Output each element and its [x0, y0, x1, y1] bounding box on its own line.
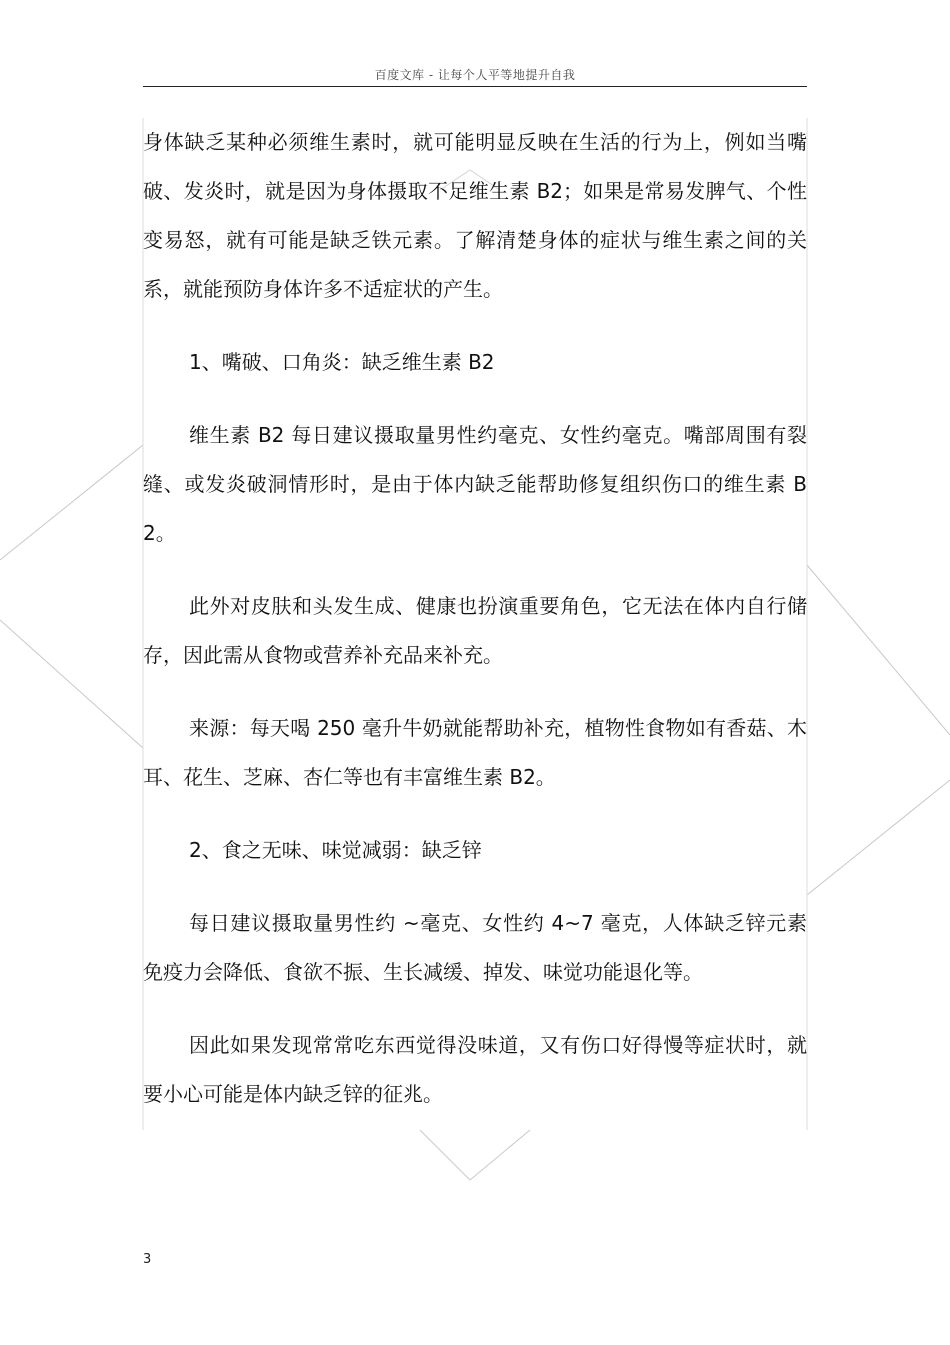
page-header: 百度文库 - 让每个人平等地提升自我 — [374, 68, 576, 82]
document-body — [143, 118, 807, 1119]
b2-role-paragraph: 此外对皮肤和头发生成、健康也扮演重要角色，它无法在体内自行储存，因此需从食物或营养补充品来补充。 — [143, 594, 807, 667]
section-heading-b2: 1、嘴破、口角炎：缺乏维生素 B2 — [189, 350, 495, 374]
zinc-warning-paragraph: 因此如果发现常常吃东西觉得没味道，又有伤口好得慢等症状时，就要小心可能是体内缺乏锌的征兆。 — [143, 1033, 807, 1106]
page-number: 3 — [143, 1252, 152, 1267]
b2-intake-paragraph: 维生素 B2 每日建议摄取量男性约毫克、女性约毫克。嘴部周围有裂缝、或发炎破洞情形时，是由于体内缺乏能帮助修复组织伤口的维生素 B2。 — [143, 423, 807, 545]
intro-paragraph: 身体缺乏某种必须维生素时，就可能明显反映在生活的行为上，例如当嘴破、发炎时，就是因为身体摄取不足维生素 B2；如果是常易发脾气、个性变易怒，就有可能是缺乏铁元素。了解清楚身体的症状与维生素之间的关系，就能预防身体许多不适症状的产生。 — [143, 130, 807, 301]
b2-source-paragraph: 来源：每天喝 250 毫升牛奶就能帮助补充，植物性食物如有香菇、木耳、花生、芝麻、杏仁等也有丰富维生素 B2。 — [143, 716, 807, 789]
zinc-intake-paragraph: 每日建议摄取量男性约 ~毫克、女性约 4~7 毫克，人体缺乏锌元素免疫力会降低、食欲不振、生长减缓、掉发、味觉功能退化等。 — [143, 911, 807, 984]
section-heading-zinc: 2、食之无味、味觉减弱：缺乏锌 — [189, 838, 482, 862]
header-divider — [143, 86, 807, 87]
